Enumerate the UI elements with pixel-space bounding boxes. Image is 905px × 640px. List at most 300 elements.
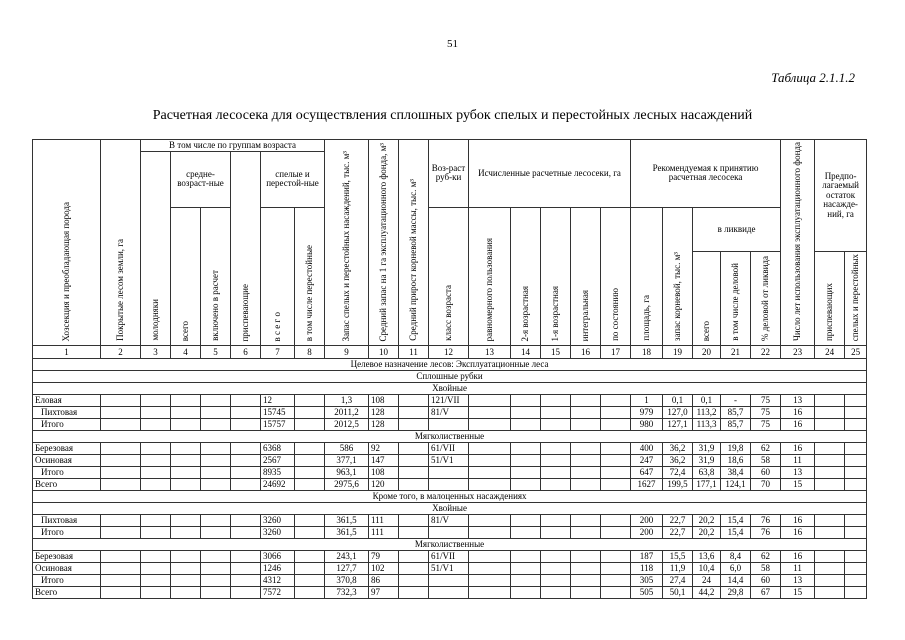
table-cell: 1,3 <box>325 395 369 407</box>
col-num: 20 <box>693 346 721 359</box>
table-cell <box>295 575 325 587</box>
table-cell <box>511 515 541 527</box>
table-cell <box>815 563 845 575</box>
table-cell: 36,2 <box>663 455 693 467</box>
table-cell <box>141 587 171 599</box>
table-cell <box>845 587 867 599</box>
table-cell: 247 <box>631 455 663 467</box>
table-cell: 51/V1 <box>429 455 469 467</box>
table-cell <box>101 527 141 539</box>
table-cell <box>815 419 845 431</box>
col-num: 8 <box>295 346 325 359</box>
table-cell <box>541 479 571 491</box>
table-cell <box>571 587 601 599</box>
hdr-col-13: равномерного пользования <box>469 207 511 346</box>
table-cell: 38,4 <box>721 467 751 479</box>
table-cell: 2567 <box>261 455 295 467</box>
table-cell: 505 <box>631 587 663 599</box>
table-cell: 187 <box>631 551 663 563</box>
col-num: 12 <box>429 346 469 359</box>
table-cell <box>511 443 541 455</box>
hdr-age-groups: В том числе по группам возраста <box>141 140 325 152</box>
col-num: 18 <box>631 346 663 359</box>
table-cell <box>201 419 231 431</box>
table-cell <box>201 527 231 539</box>
table-cell <box>469 407 511 419</box>
table-cell <box>845 527 867 539</box>
table-cell: 177,1 <box>693 479 721 491</box>
table-cell: 22,7 <box>663 515 693 527</box>
table-cell: 75 <box>751 407 781 419</box>
table-cell: 118 <box>631 563 663 575</box>
table-cell: 10,4 <box>693 563 721 575</box>
table-cell <box>601 443 631 455</box>
table-cell <box>429 575 469 587</box>
table-cell <box>171 467 201 479</box>
table-cell: 76 <box>751 515 781 527</box>
table-cell <box>295 515 325 527</box>
table-cell <box>815 443 845 455</box>
table-cell: 124,1 <box>721 479 751 491</box>
table-cell <box>469 443 511 455</box>
table-cell <box>571 455 601 467</box>
table-cell: 963,1 <box>325 467 369 479</box>
table-cell <box>815 515 845 527</box>
table-cell: 128 <box>369 419 399 431</box>
table-cell <box>101 419 141 431</box>
table-cell <box>231 527 261 539</box>
table-cell <box>231 395 261 407</box>
table-cell: 97 <box>369 587 399 599</box>
table-row <box>33 563 867 575</box>
table-cell <box>399 575 429 587</box>
table-cell <box>295 443 325 455</box>
table-cell <box>141 455 171 467</box>
table-cell <box>201 563 231 575</box>
table-cell <box>571 515 601 527</box>
section-conifer: Хвойные <box>33 383 867 395</box>
table-cell <box>201 551 231 563</box>
table-cell: 108 <box>369 395 399 407</box>
table-cell: 13 <box>781 395 815 407</box>
hdr-col-10: Средний запас на 1 га эксплуатационного фонда, м³ <box>369 140 399 346</box>
table-cell <box>141 407 171 419</box>
table-row <box>33 419 867 431</box>
hdr-col-25: спелых и перестойных <box>845 251 867 346</box>
table-cell <box>845 551 867 563</box>
table-cell: 86 <box>369 575 399 587</box>
col-num: 13 <box>469 346 511 359</box>
table-cell: 16 <box>781 407 815 419</box>
table-cell <box>231 419 261 431</box>
hdr-col-11: Средний прирост корневой массы, тыс. м³ <box>399 140 429 346</box>
table-cell: 92 <box>369 443 399 455</box>
table-cell: 63,8 <box>693 467 721 479</box>
table-cell <box>469 419 511 431</box>
table-cell <box>141 419 171 431</box>
table-cell: 29,8 <box>721 587 751 599</box>
col-num: 17 <box>601 346 631 359</box>
hdr-col-2: Покрытые лесом земли, га <box>101 140 141 346</box>
table-cell: 113,2 <box>693 407 721 419</box>
table-cell <box>815 395 845 407</box>
table-cell <box>231 515 261 527</box>
table-cell: 12 <box>261 395 295 407</box>
table-cell <box>141 467 171 479</box>
table-cell <box>171 563 201 575</box>
table-cell: 20,2 <box>693 515 721 527</box>
table-cell: - <box>721 395 751 407</box>
table-cell <box>601 419 631 431</box>
table-cell <box>171 515 201 527</box>
col-num: 16 <box>571 346 601 359</box>
table-cell: 19,8 <box>721 443 751 455</box>
table-cell <box>231 587 261 599</box>
table-cell: 2975,6 <box>325 479 369 491</box>
table-cell: 22,7 <box>663 527 693 539</box>
table-cell <box>141 551 171 563</box>
table-cell: 13 <box>781 467 815 479</box>
table-cell: 200 <box>631 515 663 527</box>
table-cell <box>171 551 201 563</box>
table-cell: 127,7 <box>325 563 369 575</box>
table-cell <box>571 563 601 575</box>
table-cell <box>101 551 141 563</box>
table-cell <box>845 467 867 479</box>
hdr-col-14: 2-я возрастная <box>511 207 541 346</box>
table-cell <box>171 407 201 419</box>
table-cell <box>141 563 171 575</box>
row-label: Итого <box>33 575 101 587</box>
hdr-col-24: приспевающих <box>815 251 845 346</box>
table-cell: 51/V1 <box>429 563 469 575</box>
table-cell: 0,1 <box>693 395 721 407</box>
table-cell: 111 <box>369 527 399 539</box>
table-cell <box>171 419 201 431</box>
col-num: 5 <box>201 346 231 359</box>
table-cell: 128 <box>369 407 399 419</box>
table-row <box>33 527 867 539</box>
table-cell: 50,1 <box>663 587 693 599</box>
table-cell: 3260 <box>261 515 295 527</box>
table-cell: 31,9 <box>693 443 721 455</box>
hdr-middle-aged: средне-возраст-ные <box>171 152 231 208</box>
table-cell <box>141 479 171 491</box>
table-cell <box>815 551 845 563</box>
table-cell <box>845 563 867 575</box>
table-cell <box>231 455 261 467</box>
table-cell: 15 <box>781 479 815 491</box>
table-cell: 1627 <box>631 479 663 491</box>
table-cell: 2011,2 <box>325 407 369 419</box>
table-cell: 199,5 <box>663 479 693 491</box>
table-cell: 377,1 <box>325 455 369 467</box>
table-cell: 72,4 <box>663 467 693 479</box>
table-cell: 61/VII <box>429 551 469 563</box>
table-cell <box>511 527 541 539</box>
table-cell <box>201 479 231 491</box>
table-cell <box>571 443 601 455</box>
row-label: Осиновая <box>33 455 101 467</box>
hdr-col-7: в с е г о <box>261 207 295 346</box>
table-cell <box>571 407 601 419</box>
row-label: Всего <box>33 587 101 599</box>
table-cell <box>571 395 601 407</box>
table-cell <box>201 575 231 587</box>
table-cell <box>171 443 201 455</box>
table-cell <box>295 527 325 539</box>
page-number: 51 <box>447 38 458 50</box>
table-cell <box>815 455 845 467</box>
table-cell: 16 <box>781 419 815 431</box>
table-cell <box>511 563 541 575</box>
table-row <box>33 587 867 599</box>
row-label: Пихтовая <box>33 515 101 527</box>
table-cell: 6368 <box>261 443 295 455</box>
table-cell: 15757 <box>261 419 295 431</box>
col-num: 6 <box>231 346 261 359</box>
col-num: 2 <box>101 346 141 359</box>
col-num: 14 <box>511 346 541 359</box>
table-cell <box>101 407 141 419</box>
hdr-remaining: Предпо-лагаемый остаток насажде-ний, га <box>815 140 867 252</box>
table-cell <box>295 587 325 599</box>
table-cell <box>399 479 429 491</box>
table-row <box>33 455 867 467</box>
row-label: Еловая <box>33 395 101 407</box>
table-cell <box>601 563 631 575</box>
table-cell: 361,5 <box>325 515 369 527</box>
col-num: 1 <box>33 346 101 359</box>
hdr-col-12: класс возраста <box>429 207 469 346</box>
table-cell <box>295 551 325 563</box>
table-cell: 24692 <box>261 479 295 491</box>
table-cell <box>231 407 261 419</box>
row-label: Березовая <box>33 551 101 563</box>
table-cell: 79 <box>369 551 399 563</box>
table-cell <box>399 587 429 599</box>
table-cell <box>815 575 845 587</box>
row-label: Березовая <box>33 443 101 455</box>
table-cell <box>171 587 201 599</box>
table-cell: 108 <box>369 467 399 479</box>
col-num: 11 <box>399 346 429 359</box>
table-cell <box>601 395 631 407</box>
table-cell: 81/V <box>429 515 469 527</box>
table-cell <box>845 455 867 467</box>
table-row <box>33 443 867 455</box>
table-cell <box>601 407 631 419</box>
table-cell: 1 <box>631 395 663 407</box>
table-cell <box>571 551 601 563</box>
table-cell: 305 <box>631 575 663 587</box>
col-num: 3 <box>141 346 171 359</box>
table-cell <box>511 575 541 587</box>
hdr-liquid: в ликвиде <box>693 207 781 251</box>
hdr-recommended: Рекомендуемая к принятию расчетная лесосека <box>631 140 781 208</box>
table-cell <box>541 515 571 527</box>
col-num: 9 <box>325 346 369 359</box>
table-cell <box>511 467 541 479</box>
table-cell <box>571 527 601 539</box>
table-cell: 2012,5 <box>325 419 369 431</box>
table-cell: 31,9 <box>693 455 721 467</box>
table-cell <box>469 479 511 491</box>
hdr-col-9: Запас спелых и перестойных насаждений, тыс. м³ <box>325 140 369 346</box>
table-cell: 36,2 <box>663 443 693 455</box>
table-cell <box>231 443 261 455</box>
table-cell: 11 <box>781 563 815 575</box>
table-cell <box>541 455 571 467</box>
table-cell <box>201 467 231 479</box>
table-cell <box>571 479 601 491</box>
table-cell <box>845 575 867 587</box>
table-cell <box>101 455 141 467</box>
table-cell <box>541 467 571 479</box>
section-softwood: Мягколиственные <box>33 431 867 443</box>
table-cell: 0,1 <box>663 395 693 407</box>
col-num: 22 <box>751 346 781 359</box>
table-cell <box>511 419 541 431</box>
table-cell: 586 <box>325 443 369 455</box>
table-cell <box>429 479 469 491</box>
table-cell <box>399 419 429 431</box>
table-cell: 120 <box>369 479 399 491</box>
table-cell <box>201 587 231 599</box>
table-cell <box>231 575 261 587</box>
table-cell <box>429 587 469 599</box>
table-cell <box>201 443 231 455</box>
table-cell: 13 <box>781 575 815 587</box>
table-cell: 27,4 <box>663 575 693 587</box>
hdr-col-19: запас корневой, тыс. м³ <box>663 207 693 346</box>
section-purpose: Целевое назначение лесов: Эксплуатационные леса <box>33 359 867 371</box>
table-cell <box>845 443 867 455</box>
table-cell: 75 <box>751 419 781 431</box>
table-cell <box>101 479 141 491</box>
table-cell: 15 <box>781 587 815 599</box>
table-cell: 6,0 <box>721 563 751 575</box>
table-cell <box>171 455 201 467</box>
table-caption: Таблица 2.1.1.2 <box>771 70 855 85</box>
table-cell: 127,1 <box>663 419 693 431</box>
hdr-col-22: % деловой от ликвида <box>751 251 781 346</box>
table-cell: 15,4 <box>721 515 751 527</box>
table-cell: 44,2 <box>693 587 721 599</box>
table-cell <box>141 527 171 539</box>
table-cell <box>541 443 571 455</box>
row-label: Итого <box>33 419 101 431</box>
table-cell: 85,7 <box>721 407 751 419</box>
table-cell <box>815 467 845 479</box>
table-cell: 15,4 <box>721 527 751 539</box>
table-cell <box>469 551 511 563</box>
hdr-col-15: 1-я возрастная <box>541 207 571 346</box>
table-cell <box>571 575 601 587</box>
logging-table <box>32 139 867 599</box>
table-cell <box>141 515 171 527</box>
table-cell <box>231 467 261 479</box>
table-title: Расчетная лесосека для осуществления сплошных рубок спелых и перестойных лесных насаждений <box>152 108 753 123</box>
table-cell <box>469 563 511 575</box>
table-cell <box>399 551 429 563</box>
table-cell: 16 <box>781 515 815 527</box>
table-cell: 243,1 <box>325 551 369 563</box>
table-cell: 81/V <box>429 407 469 419</box>
table-cell: 113,3 <box>693 419 721 431</box>
table-cell: 8,4 <box>721 551 751 563</box>
table-cell <box>141 575 171 587</box>
table-cell: 647 <box>631 467 663 479</box>
table-cell <box>399 515 429 527</box>
table-cell <box>429 419 469 431</box>
table-cell: 11 <box>781 455 815 467</box>
table-cell <box>469 467 511 479</box>
hdr-col-20: всего <box>693 251 721 346</box>
table-cell <box>101 563 141 575</box>
table-cell: 8935 <box>261 467 295 479</box>
table-cell <box>469 587 511 599</box>
table-cell <box>171 527 201 539</box>
table-cell <box>295 479 325 491</box>
table-cell <box>201 407 231 419</box>
table-cell: 14,4 <box>721 575 751 587</box>
table-cell: 3260 <box>261 527 295 539</box>
table-cell: 127,0 <box>663 407 693 419</box>
row-label: Пихтовая <box>33 407 101 419</box>
table-cell <box>469 455 511 467</box>
table-row <box>33 407 867 419</box>
table-cell: 85,7 <box>721 419 751 431</box>
section-clear-cut: Сплошные рубки <box>33 371 867 383</box>
table-cell <box>601 467 631 479</box>
table-cell <box>511 407 541 419</box>
table-row <box>33 575 867 587</box>
table-cell <box>101 395 141 407</box>
table-cell: 111 <box>369 515 399 527</box>
table-cell: 20,2 <box>693 527 721 539</box>
table-cell <box>815 527 845 539</box>
hdr-col-18: площадь, га <box>631 207 663 346</box>
table-cell <box>171 395 201 407</box>
table-cell: 979 <box>631 407 663 419</box>
col-num: 25 <box>845 346 867 359</box>
table-cell <box>399 443 429 455</box>
table-cell: 62 <box>751 443 781 455</box>
table-cell <box>601 575 631 587</box>
table-cell <box>845 515 867 527</box>
table-cell <box>845 395 867 407</box>
table-cell <box>815 587 845 599</box>
table-cell <box>541 575 571 587</box>
table-cell <box>201 395 231 407</box>
table-cell <box>399 407 429 419</box>
table-cell: 4312 <box>261 575 295 587</box>
table-cell <box>541 551 571 563</box>
table-cell <box>511 587 541 599</box>
table-cell <box>201 515 231 527</box>
table-cell <box>601 515 631 527</box>
table-cell: 62 <box>751 551 781 563</box>
table-cell <box>541 563 571 575</box>
table-cell <box>295 407 325 419</box>
col-num: 21 <box>721 346 751 359</box>
table-cell <box>541 419 571 431</box>
table-cell: 980 <box>631 419 663 431</box>
col-num: 10 <box>369 346 399 359</box>
table-cell <box>541 527 571 539</box>
table-cell: 370,8 <box>325 575 369 587</box>
